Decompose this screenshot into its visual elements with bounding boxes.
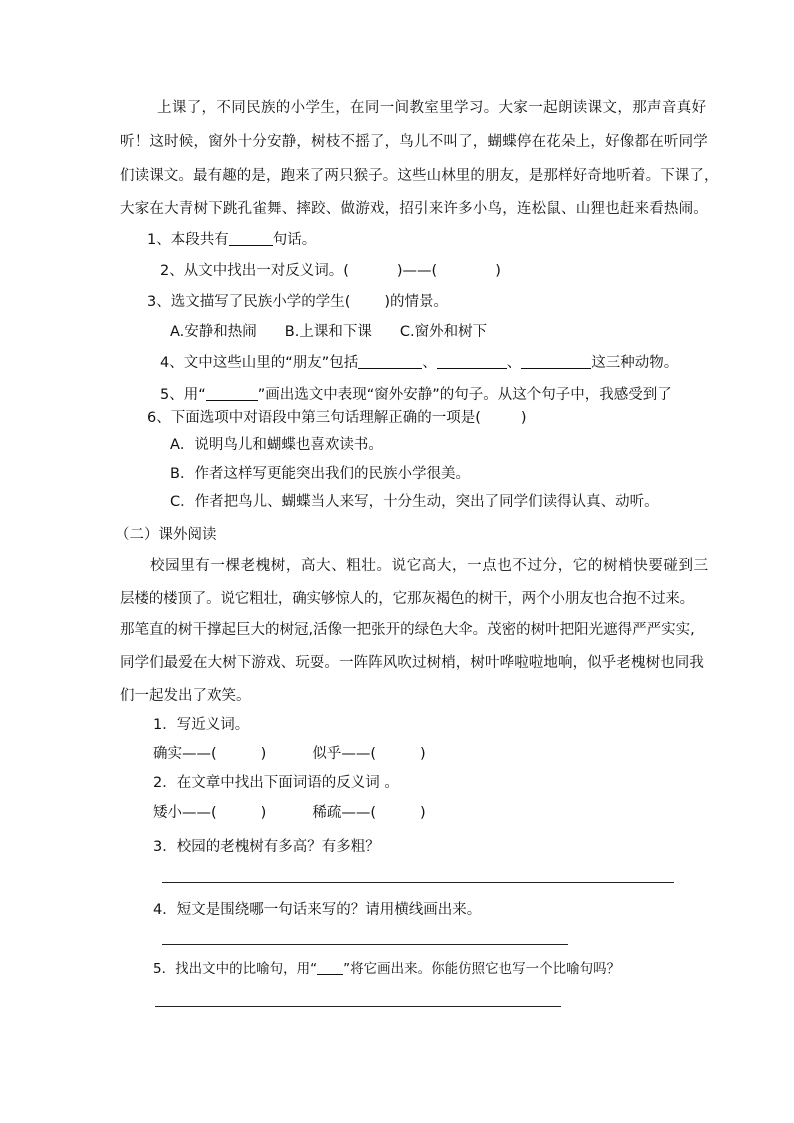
question-4-suffix: 这三种动物。 bbox=[591, 355, 679, 371]
question-2-suffix: ) bbox=[495, 263, 501, 279]
bracket-open: ( bbox=[211, 805, 217, 821]
answer-blank[interactable] bbox=[229, 231, 273, 246]
underline-sample bbox=[317, 960, 343, 975]
passage2-line-2: 层楼的楼顶了。说它粗壮，确实够惊人的，它那灰褐色的树干，两个小朋友也合抱不过来。 bbox=[120, 591, 694, 607]
q2-1: 1．写近义词。 bbox=[153, 717, 250, 733]
passage2-line-5: 们一起发出了欢笑。 bbox=[120, 688, 251, 704]
question-2-prefix: 2、从文中找出一对反义词。( bbox=[160, 263, 349, 279]
answer-line[interactable] bbox=[162, 944, 568, 945]
section-heading: （二）课外阅读 bbox=[115, 527, 217, 543]
question-6-option-b[interactable]: B．作者这样写更能突出我们的民族小学很美。 bbox=[170, 466, 470, 482]
q2-4: 4．短文是围绕哪一句话来写的？请用横线画出来。 bbox=[153, 902, 482, 918]
passage1-line-3: 们读课文。最有趣的是，跑来了两只猴子。这些山林里的朋友，是那样好奇地听着。下课了， bbox=[120, 168, 719, 184]
question-5 bbox=[160, 385, 672, 405]
passage2-line-4: 同学们最爱在大树下游戏、玩耍。一阵阵风吹过树梢，树叶哗啦啦地响，似乎老槐树也同我 bbox=[120, 655, 704, 671]
question-2 bbox=[160, 261, 501, 281]
option-b[interactable]: B.上课和下课 bbox=[284, 324, 372, 340]
question-5-prefix: 5、用“ bbox=[160, 387, 206, 403]
answer-line[interactable] bbox=[155, 1006, 561, 1007]
q2-5-suffix: ”将它画出来。你能仿照它也写一个比喻句吗？ bbox=[343, 961, 621, 977]
passage2-line-1: 校园里有一棵老槐树，高大、粗壮。说它高大，一点也不过分，它的树梢快要碰到三 bbox=[150, 558, 709, 574]
answer-line[interactable] bbox=[162, 882, 674, 883]
bracket-open: ( bbox=[370, 805, 377, 821]
passage1-line-4: 大家在大青树下跳孔雀舞、摔跤、做游戏，招引来许多小鸟，连松鼠、山狸也赶来看热闹。 bbox=[120, 201, 708, 217]
antonym-word: 矮小—— bbox=[153, 805, 211, 821]
question-2-middle: )——( bbox=[396, 263, 438, 279]
option-a[interactable]: A.安静和热闹 bbox=[170, 324, 257, 340]
question-3-options bbox=[170, 322, 487, 342]
question-3 bbox=[147, 292, 448, 312]
q2-1-items bbox=[153, 744, 426, 764]
question-1-suffix: 句话。 bbox=[272, 232, 317, 248]
question-3-suffix: )的情景。 bbox=[384, 294, 449, 310]
answer-blank[interactable] bbox=[521, 354, 591, 369]
question-1-prefix: 1、本段共有 bbox=[147, 232, 229, 248]
passage1-line-2: 听！这时候，窗外十分安静，树枝不摇了，鸟儿不叫了，蝴蝶停在花朵上，好像都在听同学 bbox=[120, 134, 708, 150]
underline-sample bbox=[206, 386, 258, 401]
question-6-suffix: ) bbox=[520, 410, 527, 426]
separator: 、 bbox=[422, 355, 437, 371]
question-4-prefix: 4、文中这些山里的“朋友”包括 bbox=[160, 355, 359, 371]
answer-blank[interactable] bbox=[437, 354, 507, 369]
answer-blank[interactable] bbox=[358, 354, 422, 369]
q2-2: 2．在文章中找出下面词语的反义词 。 bbox=[153, 775, 399, 791]
question-6-option-a[interactable]: A．说明鸟儿和蝴蝶也喜欢读书。 bbox=[170, 437, 383, 453]
bracket-close: ) bbox=[260, 805, 267, 821]
passage1-line-1: 上课了，不同民族的小学生，在同一间教室里学习。大家一起朗读课文，那声音真好 bbox=[157, 100, 707, 116]
separator: 、 bbox=[506, 355, 522, 371]
question-6-option-c[interactable]: C．作者把鸟儿、蝴蝶当人来写，十分生动，突出了同学们读得认真、动听。 bbox=[170, 494, 659, 510]
q2-5-prefix: 5．找出文中的比喻句，用“ bbox=[153, 961, 318, 977]
q2-2-items bbox=[153, 803, 426, 823]
bracket-open: ( bbox=[370, 746, 377, 762]
antonym-word: 稀疏—— bbox=[312, 805, 371, 821]
question-4 bbox=[160, 353, 678, 373]
question-1 bbox=[147, 230, 316, 250]
question-6-prefix: 6、下面选项中对语段中第三句话理解正确的一项是( bbox=[147, 410, 481, 426]
bracket-close: ) bbox=[420, 746, 426, 762]
bracket-open: ( bbox=[211, 746, 217, 762]
option-c[interactable]: C.窗外和树下 bbox=[399, 324, 488, 340]
synonym-word: 确实—— bbox=[153, 746, 211, 762]
question-6 bbox=[147, 408, 527, 428]
q2-5 bbox=[153, 959, 620, 979]
q2-3: 3．校园的老槐树有多高？有多粗？ bbox=[153, 839, 380, 855]
question-3-prefix: 3、选文描写了民族小学的学生( bbox=[147, 294, 351, 310]
question-5-suffix: ”画出选文中表现“窗外安静”的句子。从这个句子中，我感受到了 bbox=[257, 387, 672, 403]
bracket-close: ) bbox=[420, 805, 426, 821]
passage2-line-3: 那笔直的树干撑起巨大的树冠,活像一把张开的绿色大伞。茂密的树叶把阳光遮得严严实实, bbox=[120, 622, 695, 638]
bracket-close: ) bbox=[260, 746, 267, 762]
synonym-word: 似乎—— bbox=[312, 746, 371, 762]
